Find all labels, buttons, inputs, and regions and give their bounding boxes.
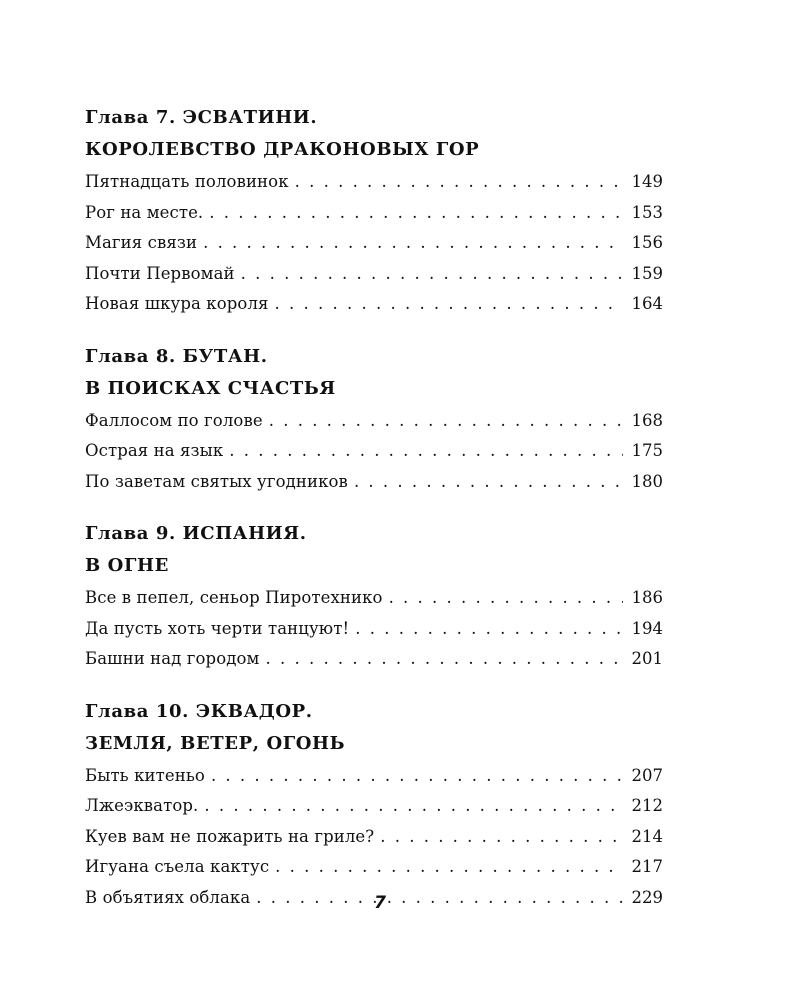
- chapter-label: Глава 8. БУТАН.: [85, 345, 268, 367]
- toc-entry-title: Пятнадцать половинок: [85, 172, 289, 191]
- chapter-section: [85, 342, 663, 498]
- toc-entry-page: 153: [631, 202, 663, 222]
- toc-entry-title: Башни над городом: [85, 649, 260, 668]
- toc-entry-page: 212: [631, 796, 663, 815]
- toc-entry[interactable]: [85, 406, 663, 437]
- dot-leader: [275, 852, 623, 883]
- chapter-label: Глава 10. ЭКВАДОР.: [85, 700, 313, 722]
- toc-entry-title: По заветам святых угодников: [85, 471, 348, 491]
- dot-leader: [211, 761, 623, 792]
- toc-entry-title: Острая на язык: [85, 441, 224, 460]
- toc-entry-title: В объятиях облака: [85, 887, 251, 907]
- toc-entry-page: 186: [631, 588, 663, 607]
- toc-entry-title: Магия связи: [85, 233, 198, 252]
- chapter-title: ЗЕМЛЯ, ВЕТЕР, ОГОНЬ: [85, 732, 346, 754]
- toc-entry[interactable]: [85, 614, 663, 645]
- chapter-title: КОРОЛЕВСТВО ДРАКОНОВЫХ ГОР: [85, 139, 480, 160]
- dot-leader: [355, 614, 623, 645]
- toc-entry-page: 194: [631, 618, 663, 638]
- dot-leader: [295, 167, 623, 198]
- toc-entry-page: 201: [631, 649, 663, 668]
- toc-entry[interactable]: [85, 761, 663, 792]
- toc-entry-title: Лжеэкватор.: [85, 796, 199, 815]
- chapter-section: [85, 103, 663, 320]
- toc-entry[interactable]: [85, 852, 663, 883]
- toc-entry[interactable]: [85, 259, 663, 290]
- dot-leader: [204, 791, 623, 822]
- toc-entry[interactable]: [85, 467, 663, 498]
- toc-entry-title: Новая шкура короля: [85, 294, 269, 313]
- toc-entry-page: 164: [631, 294, 663, 313]
- toc-entry[interactable]: [85, 289, 663, 320]
- toc-entry[interactable]: [85, 167, 663, 198]
- toc-entry-title: Быть китеньо: [85, 765, 205, 785]
- toc-entry-page: 217: [631, 857, 663, 876]
- chapter-title: В ПОИСКАХ СЧАСТЬЯ: [85, 377, 336, 399]
- toc-entry-page: 214: [631, 826, 663, 846]
- chapter-title: В ОГНЕ: [85, 555, 169, 576]
- toc-entry-page: 156: [631, 233, 663, 252]
- dot-leader: [380, 822, 623, 853]
- chapter-label: Глава 7. ЭСВАТИНИ.: [85, 107, 318, 128]
- chapter-section: [85, 519, 663, 675]
- dot-leader: [354, 467, 623, 498]
- toc-entry-title: Да пусть хоть черти танцуют!: [85, 618, 350, 638]
- toc-entry-title: Куев вам не пожарить на гриле?: [85, 826, 375, 846]
- toc-entry[interactable]: [85, 436, 663, 467]
- toc-entry-title: Почти Первомай: [85, 263, 235, 283]
- chapter-label: Глава 9. ИСПАНИЯ.: [85, 523, 307, 544]
- toc-entry[interactable]: [85, 583, 663, 614]
- dot-leader: [241, 259, 623, 290]
- dot-leader: [203, 228, 623, 259]
- toc-entry[interactable]: [85, 791, 663, 822]
- dot-leader: [209, 198, 623, 229]
- toc-entry-page: 229: [631, 887, 663, 907]
- toc-entry-title: Все в пепел, сеньор Пиротехнико: [85, 588, 383, 607]
- dot-leader: [265, 644, 623, 675]
- toc-entry[interactable]: [85, 228, 663, 259]
- toc-entry-page: 149: [631, 172, 663, 191]
- dot-leader: [389, 583, 623, 614]
- toc-entry-title: Фаллосом по голове: [85, 410, 263, 430]
- page-number: 7: [374, 893, 386, 913]
- dot-leader: [269, 406, 623, 437]
- toc-entry-title: Игуана съела кактус: [85, 857, 270, 876]
- toc-entry-page: 180: [631, 471, 663, 491]
- dot-leader: [275, 289, 623, 320]
- table-of-contents: [85, 103, 663, 913]
- toc-entry[interactable]: [85, 822, 663, 853]
- toc-entry-title: Рог на месте.: [85, 202, 204, 222]
- toc-entry-page: 159: [631, 263, 663, 283]
- toc-entry-page: 168: [631, 410, 663, 430]
- toc-entry[interactable]: [85, 644, 663, 675]
- toc-entry-page: 207: [631, 765, 663, 785]
- toc-entry-page: 175: [631, 441, 663, 460]
- chapter-section: [85, 697, 663, 914]
- toc-entry[interactable]: [85, 198, 663, 229]
- dot-leader: [229, 436, 623, 467]
